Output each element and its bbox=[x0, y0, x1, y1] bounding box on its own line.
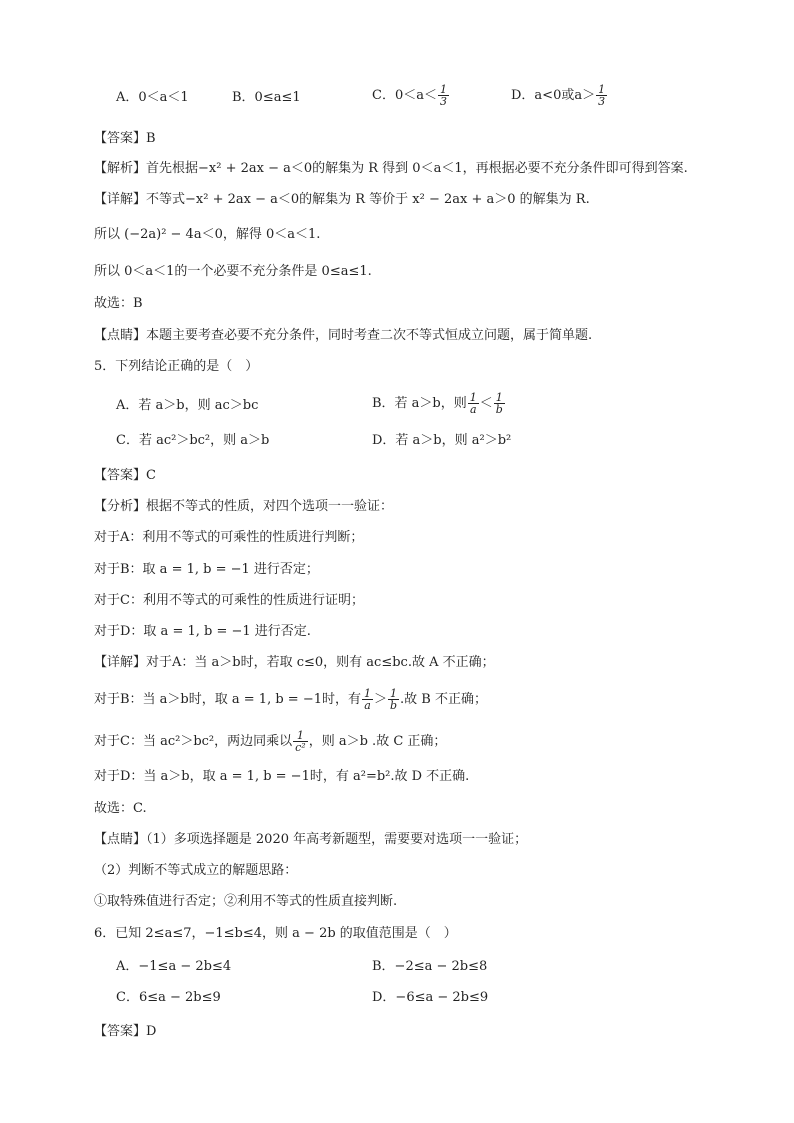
q5-comment-3: ①取特殊值进行否定；②利用不等式的性质直接判断. bbox=[94, 894, 398, 909]
q4-option-c: C．0＜a＜ $\frac{1}{3}$ bbox=[372, 83, 447, 108]
q5-detail-a: 【详解】对于A：当 a＞b时，若取 c≤0，则有 ac≤bc.故 A 不正确； bbox=[94, 655, 495, 670]
q6-option-a: A．−1≤a − 2b≤4 bbox=[116, 959, 232, 974]
q5-answer: 【答案】C bbox=[94, 468, 156, 483]
q5-analysis: 【分析】根据不等式的性质，对四个选项一一验证： bbox=[94, 499, 394, 514]
q5-detail-c: 对于C：当 ac²＞bc²，两边同乘以 $\frac{1}{\text{c²}}$ ，则 a＞b .故 C 正确； bbox=[94, 729, 447, 754]
q6-title: 6．已知 2≤a≤7，−1≤b≤4，则 a − 2b 的取值范围是（ ） bbox=[94, 926, 457, 941]
q6-answer: 【答案】D bbox=[94, 1024, 157, 1039]
q5-option-d: D．若 a＞b，则 a²＞b² bbox=[372, 433, 512, 448]
q5-analysis-c: 对于C：利用不等式的可乘性的性质进行证明； bbox=[94, 593, 364, 608]
q6-option-d: D．−6≤a − 2b≤9 bbox=[372, 990, 489, 1005]
q5-analysis-b: 对于B：取 a = 1, b = −1 进行否定； bbox=[94, 562, 319, 577]
q5-option-c: C．若 ac²＞bc²，则 a＞b bbox=[116, 433, 270, 448]
q5-detail-b: 对于B：当 a＞b时，取 a = 1, b = −1时，有 $\frac{1}{a}$ ＞ $\frac{1}{b}$ .故 B 不正确； bbox=[94, 687, 487, 712]
q4-detail: 【详解】不等式−x² + 2ax − a＜0的解集为 R 等价于 x² − 2ax + a＞0 的解集为 R. bbox=[94, 192, 590, 207]
q5-analysis-a: 对于A：利用不等式的可乘性的性质进行判断； bbox=[94, 530, 364, 545]
q5-option-a: A．若 a＞b，则 ac＞bc bbox=[116, 398, 259, 413]
q4-analysis: 【解析】首先根据−x² + 2ax − a＜0的解集为 R 得到 0＜a＜1，再根据必要不充分条件即可得到答案. bbox=[94, 161, 688, 176]
q4-option-b: B．0≤a≤1 bbox=[232, 90, 301, 105]
q5-option-b: B．若 a＞b，则 $\frac{1}{a}$ ＜ $\frac{1}{b}$ bbox=[372, 391, 503, 416]
q4-option-d: D．a<0或a＞ $\frac{1}{3}$ bbox=[511, 83, 606, 108]
q4-step-1: 所以 (−2a)² − 4a＜0，解得 0＜a＜1. bbox=[94, 227, 321, 242]
q5-choice: 故选：C. bbox=[94, 801, 147, 816]
q5-detail-d: 对于D：当 a＞b，取 a = 1, b = −1时，有 a²=b².故 D 不正确. bbox=[94, 769, 470, 784]
q4-choice: 故选：B bbox=[94, 296, 143, 311]
q5-title: 5．下列结论正确的是（ ） bbox=[94, 359, 259, 374]
q4-option-a: A．0＜a＜1 bbox=[116, 90, 189, 105]
q5-comment-2: （2）判断不等式成立的解题思路： bbox=[94, 863, 298, 878]
q5-analysis-d: 对于D：取 a = 1, b = −1 进行否定. bbox=[94, 624, 311, 639]
q6-option-b: B．−2≤a − 2b≤8 bbox=[372, 959, 488, 974]
q4-step-2: 所以 0＜a＜1的一个必要不充分条件是 0≤a≤1. bbox=[94, 264, 372, 279]
q6-option-c: C．6≤a − 2b≤9 bbox=[116, 990, 221, 1005]
q4-comment: 【点睛】本题主要考查必要不充分条件，同时考查二次不等式恒成立问题，属于简单题. bbox=[94, 328, 593, 343]
q4-answer: 【答案】B bbox=[94, 131, 156, 146]
q5-comment-1: 【点睛】（1）多项选择题是 2020 年高考新题型，需要要对选项一一验证； bbox=[94, 832, 528, 847]
